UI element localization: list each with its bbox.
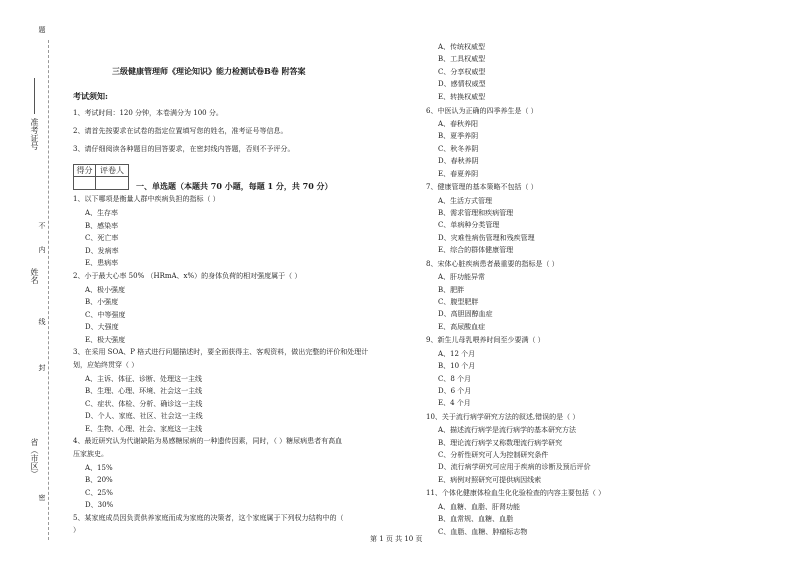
question-text: 7、健康管理的基本策略不包括（ ） <box>426 183 538 192</box>
question-option: A、生存率 <box>85 209 119 217</box>
question-option: C、单病种分类管理 <box>438 221 500 230</box>
question-option: B、血常规、血糖、血脂 <box>438 515 514 524</box>
question-option: D、感情权威型 <box>438 80 486 89</box>
notice-heading: 考试须知: <box>73 91 108 101</box>
question-option: E、极大强度 <box>85 335 126 344</box>
question-option: A、春秋养阳 <box>438 120 479 129</box>
grader-value-cell <box>96 177 128 189</box>
question-option: C、秋冬养阴 <box>438 144 479 153</box>
question-text: 6、中医认为正确的四季养生是（ ） <box>426 106 538 115</box>
question-option: E、高尿酸血症 <box>438 322 486 331</box>
grader-label: 评卷人 <box>96 165 128 177</box>
question-option: A、15% <box>85 463 113 472</box>
question-option: C、25% <box>85 488 113 497</box>
question-option: E、生物、心理、社会、家庭这一主线 <box>85 424 203 433</box>
question-option: A、肝功能异常 <box>438 273 486 282</box>
margin-top-mark: 题 <box>38 26 46 33</box>
binding-line <box>48 40 49 540</box>
question-option: E、综合的群体健康管理 <box>438 246 514 255</box>
question-option: C、症状、体检、分析、确诊这一主线 <box>85 399 203 408</box>
question-option: C、腹型肥胖 <box>438 297 479 306</box>
name-label: 姓名 <box>30 268 39 284</box>
question-option: E、病例对照研究可提供病因线索 <box>438 475 542 484</box>
question-text: 9、新生儿母乳喂养时间至少要满（ ） <box>426 336 545 345</box>
question-text: 11、个体化健康体检血生化化验检查的内容主要包括（ ） <box>426 489 606 498</box>
question-option: A、主诉、体征、诊断、处理这一主线 <box>85 374 203 383</box>
right-question-column <box>426 43 776 540</box>
ticket-number-field-line <box>34 78 35 114</box>
question-text: 1、以下哪项是衡量人群中疾病负担的指标（ ） <box>73 195 220 203</box>
question-option: D、灾难性病伤管理和残疾管理 <box>438 233 535 242</box>
ticket-number-label: 准考证号 <box>30 118 39 150</box>
region-label: 省（市区） <box>30 438 39 478</box>
question-option: E、4 个月 <box>438 399 471 408</box>
question-text-cont: ） <box>73 526 80 534</box>
section-title: 一、单选题（本题共 70 小题，每题 1 分，共 70 分） <box>136 181 333 191</box>
question-text: 3、在采用 SOA、P 格式进行问题描述时，要全面获得主、客观资料，做出完整的评价和处理计 <box>73 348 369 356</box>
cut-mark-3: 线 <box>38 318 46 325</box>
question-text-cont: 划，应始终贯穿（ ） <box>73 360 139 369</box>
question-option: D、流行病学研究可应用于疾病的诊断及预后评价 <box>438 463 591 472</box>
question-text: 5、某家庭成员因负责供养家庭而成为家庭的决策者，这个家庭属于下列权力结构中的（ <box>73 513 344 522</box>
question-option: C、中等强度 <box>85 310 126 319</box>
question-option: B、感染率 <box>85 221 119 230</box>
question-option: D、个人、家庭、社区、社会这一主线 <box>85 412 203 420</box>
cut-mark-4: 封 <box>38 364 46 371</box>
question-option: A、生活方式管理 <box>438 196 493 205</box>
cut-mark-1: 不 <box>38 222 46 229</box>
question-option: B、工具权威型 <box>438 55 486 64</box>
question-option: D、春秋养阴 <box>438 157 479 166</box>
question-option: E、患病率 <box>85 259 119 267</box>
notice-item-2: 2、请首先按要求在试卷的指定位置填写您的姓名，准考证号等信息。 <box>73 127 288 135</box>
question-option: A、血糖、血脂、肝肾功能 <box>438 502 521 511</box>
score-box <box>73 164 129 190</box>
question-option: C、8 个月 <box>438 374 472 383</box>
question-option: D、高胆固醇血症 <box>438 310 493 319</box>
question-option: A、12 个月 <box>438 349 476 358</box>
question-option: D、发病率 <box>85 246 119 255</box>
page-number: 第 1 页 共 10 页 <box>370 535 423 543</box>
question-option: B、生理、心理、环境、社会这一主线 <box>85 387 203 395</box>
cut-mark-2: 内 <box>38 246 46 253</box>
question-text: 4、最近研究认为代谢缺陷为易感糖尿病的一种遗传因素，同时，（ ）糖尿病患者有高血 <box>73 437 343 445</box>
cut-mark-5: 密 <box>38 494 46 501</box>
question-option: D、大强度 <box>85 323 119 331</box>
question-option: B、需求管理和疾病管理 <box>438 209 514 218</box>
question-option: C、死亡率 <box>85 234 119 242</box>
question-option: C、分析性研究可人为控制研究条件 <box>438 451 549 460</box>
left-question-column <box>73 195 413 539</box>
question-option: D、6 个月 <box>438 386 472 395</box>
question-option: D、30% <box>85 501 114 509</box>
question-text: 2、小于最大心率 50% （HRmA、x%）的身体负荷的相对强度属于（ ） <box>73 271 302 280</box>
question-option: A、传统权威型 <box>438 43 486 51</box>
notice-item-3: 3、请仔细阅读各种题目的回答要求，在密封线内答题，否则不予评分。 <box>73 145 295 153</box>
page-title: 三级健康管理师《理论知识》能力检测试卷B卷 附答案 <box>112 66 306 76</box>
question-text: 10、关于流行病学研究方法的叙述,错误的是（ ） <box>426 412 580 421</box>
score-value-cell <box>74 177 96 189</box>
question-option: E、春夏养阴 <box>438 169 479 178</box>
question-option: B、20% <box>85 476 113 484</box>
question-option: B、理论流行病学又称数理流行病学研究 <box>438 438 563 447</box>
question-text-cont: 压家族史。 <box>73 449 108 458</box>
question-option: C、分享权威型 <box>438 67 486 76</box>
question-option: A、极小强度 <box>85 285 126 294</box>
question-option: C、血脂、血糖、肿瘤标志物 <box>438 527 528 536</box>
notice-item-1: 1、考试时间：120 分钟，本卷满分为 100 分。 <box>73 109 223 117</box>
question-text: 8、宋体心脏疾病患者最重要的指标是（ ） <box>426 259 559 268</box>
question-option: B、10 个月 <box>438 362 476 371</box>
question-option: A、描述流行病学是流行病学的基本研究方法 <box>438 426 577 435</box>
question-option: E、转换权威型 <box>438 92 486 101</box>
score-label: 得分 <box>74 165 96 177</box>
question-option: B、肥胖 <box>438 285 465 294</box>
question-option: B、小强度 <box>85 298 119 306</box>
question-option: B、夏季养阴 <box>438 132 479 141</box>
